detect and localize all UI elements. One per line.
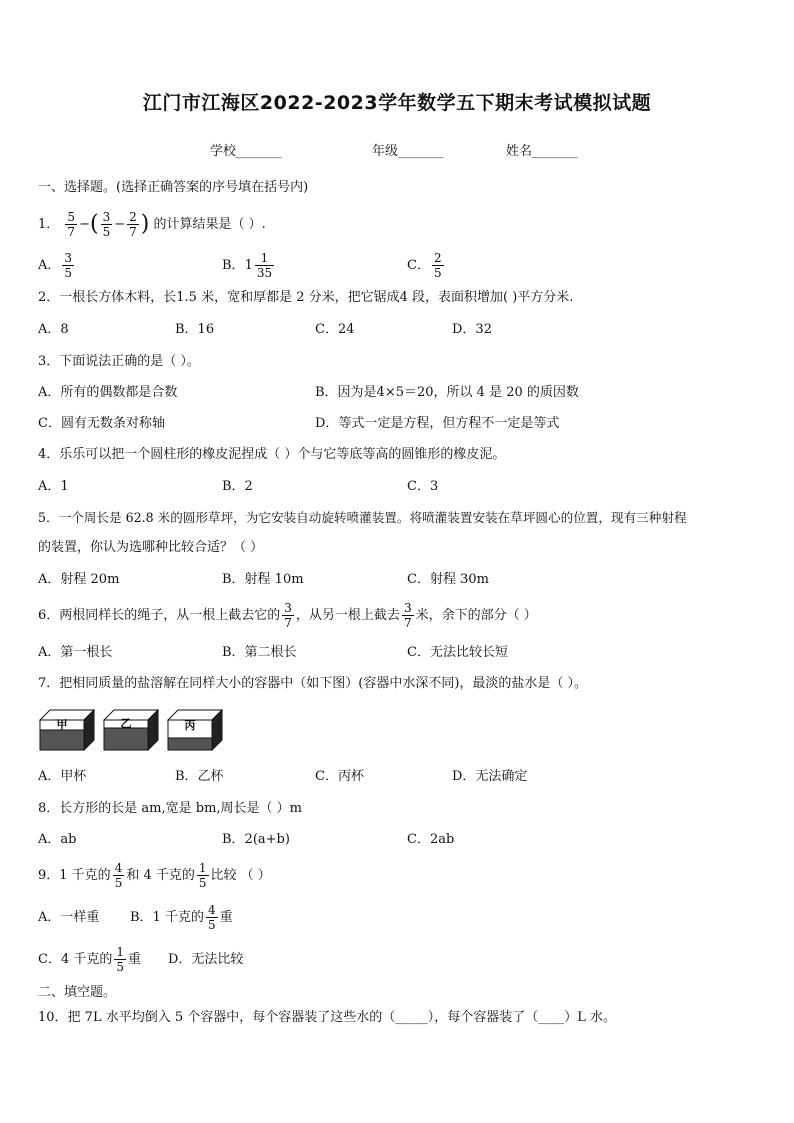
question-3: 3．下面说法正确的是（ ）。 [38, 354, 200, 369]
q2-option-a[interactable]: A．8 [38, 322, 69, 337]
q8-option-c[interactable]: C．2ab [407, 832, 455, 847]
fraction: $\frac{3}{7}$ [284, 601, 292, 630]
fraction: $\frac{4}{5}$ [114, 861, 123, 890]
q3-option-d[interactable]: D．等式一定是方程，但方程不一定是等式 [315, 416, 560, 431]
school-field[interactable]: 学校_______ [210, 144, 282, 159]
question-6: 6．两根同样长的绳子，从一根上截去它的 $\frac{3}{7}$ ，从另一根上截去 $\frac{3}{7}$ 米，余下的部分（ ） [38, 601, 537, 630]
question-8: 8．长方形的长是 am,宽是 bm,周长是（ ）m [38, 801, 302, 816]
fraction: $\frac{1}{5}$ [116, 945, 124, 974]
q6-option-c[interactable]: C．无法比较长短 [407, 645, 508, 660]
grade-blank: _______ [398, 144, 444, 159]
q7-option-c[interactable]: C．丙杯 [315, 769, 364, 784]
q5-option-a[interactable]: A．射程 20m [38, 572, 120, 587]
q6-option-b[interactable]: B．第二根长 [222, 645, 297, 660]
q9-option-b[interactable]: B．1 千克的 $\frac{4}{5}$ 重 [130, 903, 233, 932]
container-jia [40, 710, 94, 750]
q3-option-a[interactable]: A．所有的偶数都是合数 [38, 385, 178, 400]
fraction: $\frac{1}{5}$ [198, 861, 207, 890]
q4-option-b[interactable]: B．2 [222, 479, 253, 494]
q3-option-b[interactable]: B．因为是4×5＝20，所以 4 是 20 的质因数 [315, 385, 579, 400]
q6-option-a[interactable]: A．第一根长 [38, 645, 113, 660]
question-10: 10．把 7L 水平均倒入 5 个容器中，每个容器装了这些水的（_____），每个容器装了（____）L 水。 [38, 1010, 617, 1025]
grade-field[interactable]: 年级_______ [372, 144, 444, 159]
container-bing [168, 710, 222, 750]
question-1: 1． $\frac{5}{7}$ −( $\frac{3}{5}$ − $\frac{2}{7}$ ) 的计算结果是（ ）. [38, 210, 266, 239]
question-4: 4．乐乐可以把一个圆柱形的橡皮泥捏成（ ）个与它等底等高的圆锥形的橡皮泥。 [38, 447, 506, 462]
fraction: $\frac{3}{7}$ [403, 601, 412, 630]
q5-option-c[interactable]: C．射程 30m [407, 572, 489, 587]
name-field[interactable]: 姓名_______ [506, 144, 578, 159]
question-5-line-2: 的装置，你认为选哪种比较合适？（ ） [38, 540, 264, 555]
question-7: 7．把相同质量的盐溶解在同样大小的容器中（如下图）(容器中水深不同)，最淡的盐水是（ ）。 [38, 676, 588, 691]
container-label: 丙 [184, 719, 196, 732]
school-blank: _______ [236, 144, 282, 159]
q1-option-c[interactable]: C． $\frac{2}{5}$ [407, 251, 442, 280]
q3-option-c[interactable]: C．圆有无数条对称轴 [38, 416, 165, 431]
page-title: 江门市江海区2022-2023学年数学五下期末考试模拟试题 [142, 92, 652, 114]
container-label: 甲 [56, 718, 68, 731]
q7-option-a[interactable]: A．甲杯 [38, 769, 87, 784]
q7-option-b[interactable]: B．乙杯 [175, 769, 224, 784]
question-5-line-1: 5．一个周长是 62.8 米的圆形草坪，为它安装自动旋转喷灌装置。将喷灌装置安装在草坪圆心的位置，现有三种射程 [38, 510, 687, 525]
q2-option-b[interactable]: B．16 [175, 322, 215, 337]
container-label: 乙 [120, 717, 132, 730]
container-yi [104, 710, 158, 750]
question-2: 2．一根长方体木料，长1.5 米，宽和厚都是 2 分米，把它锯成4 段，表面积增加( )平方分米. [38, 290, 574, 305]
q9-option-d[interactable]: D．无法比较 [168, 952, 244, 967]
question-9: 9．1 千克的 $\frac{4}{5}$ 和 4 千克的 $\frac{1}{5}$ 比较 （ ） [38, 861, 271, 890]
name-blank: _______ [532, 144, 578, 159]
q4-option-a[interactable]: A．1 [38, 479, 69, 494]
fraction: $\frac{5}{7}$ [67, 210, 76, 239]
q1-option-b[interactable]: B．1 $\frac{1}{35}$ [222, 251, 273, 280]
containers-figure [38, 708, 228, 756]
section-2-heading: 二、填空题。 [38, 985, 117, 1000]
section-1-heading: 一、选择题。(选择正确答案的序号填在括号内) [38, 180, 309, 195]
q2-option-c[interactable]: C．24 [315, 322, 355, 337]
q9-option-a[interactable]: A．一样重 [38, 910, 100, 925]
fraction: $\frac{2}{7}$ [129, 210, 137, 239]
q7-option-d[interactable]: D．无法确定 [452, 769, 528, 784]
q1-option-a[interactable]: A． $\frac{3}{5}$ [38, 251, 73, 280]
q8-option-b[interactable]: B．2(a+b) [222, 832, 290, 847]
q8-option-a[interactable]: A．ab [38, 832, 77, 847]
fraction: $\frac{3}{5}$ [102, 210, 111, 239]
q4-option-c[interactable]: C．3 [407, 479, 439, 494]
fraction: $\frac{4}{5}$ [207, 903, 216, 932]
q5-option-b[interactable]: B．射程 10m [222, 572, 304, 587]
q2-option-d[interactable]: D．32 [452, 322, 492, 337]
q9-option-c[interactable]: C．4 千克的 $\frac{1}{5}$ 重 [38, 945, 142, 974]
